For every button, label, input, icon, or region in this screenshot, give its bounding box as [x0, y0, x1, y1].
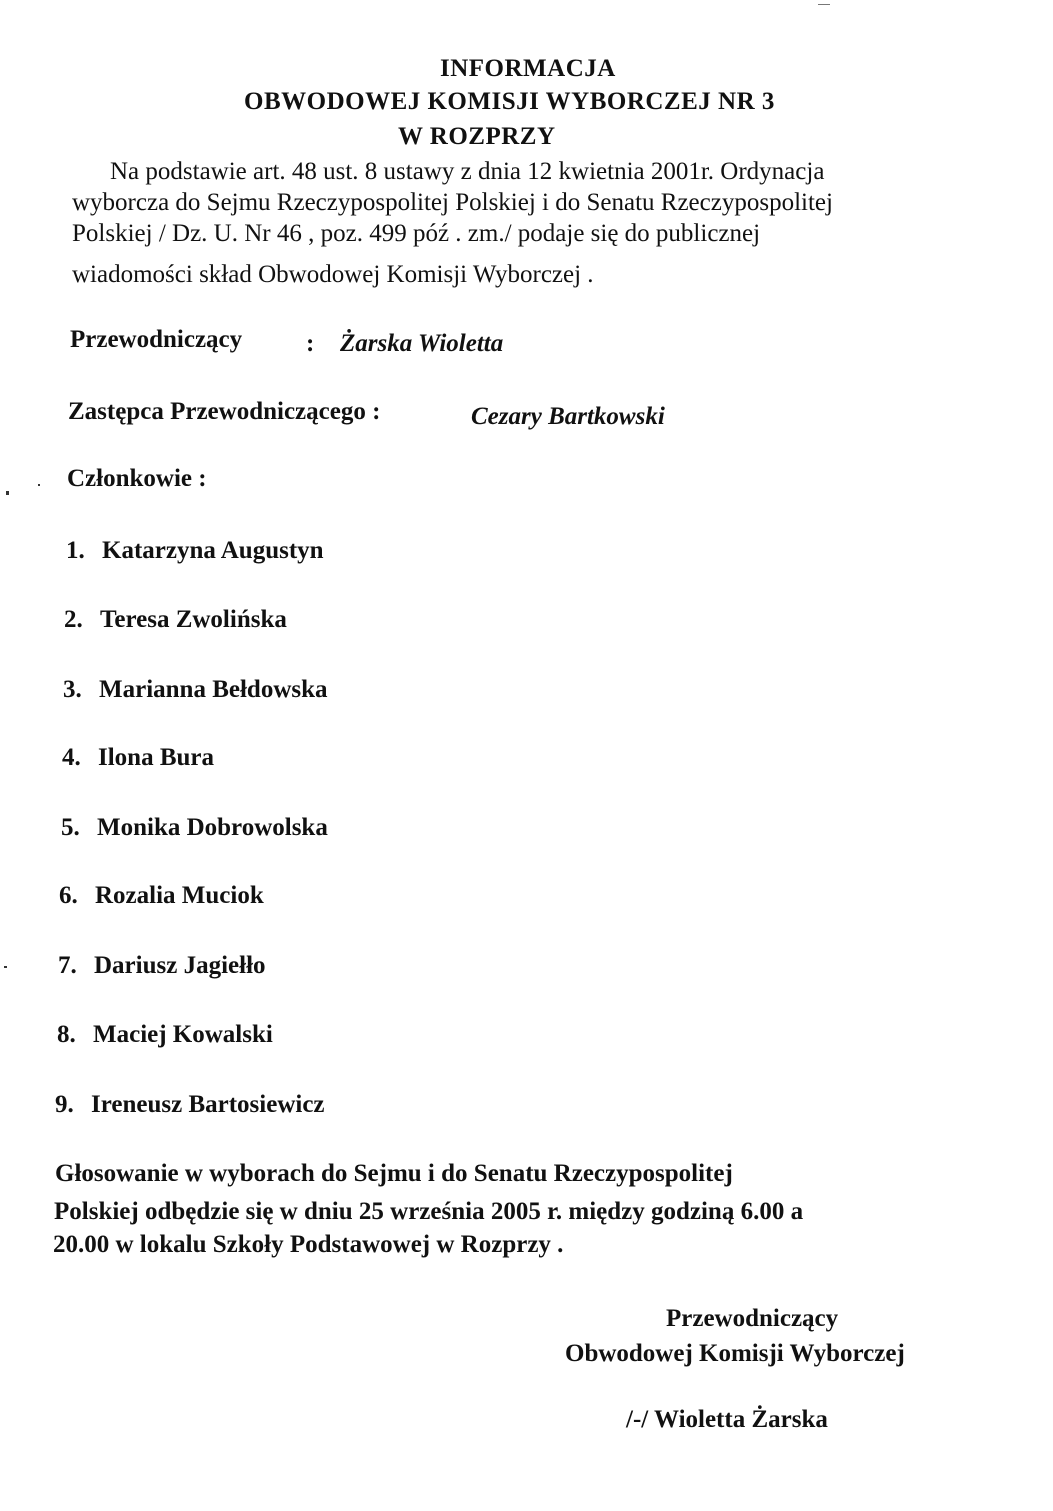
signature-signed: /-/ Wioletta Żarska	[626, 1406, 828, 1433]
list-item	[64, 606, 287, 634]
header-line-3: W ROZPRZY	[398, 123, 556, 150]
chair-separator: :	[306, 330, 315, 357]
list-item	[58, 952, 266, 980]
member-name: Rozalia Muciok	[95, 882, 264, 909]
member-number: 2.	[64, 606, 83, 633]
member-name: Dariusz Jagiełło	[94, 952, 266, 979]
members-label: Członkowie :	[67, 465, 207, 492]
list-item	[61, 814, 328, 842]
member-number: 1.	[66, 537, 85, 564]
member-number: 7.	[58, 952, 77, 979]
intro-line-2: wyborcza do Sejmu Rzeczypospolitej Polskiej i do Senatu Rzeczypospolitej	[72, 189, 833, 216]
deputy-label: Zastępca Przewodniczącego :	[68, 398, 381, 425]
member-name: Maciej Kowalski	[93, 1021, 273, 1048]
list-item	[55, 1091, 325, 1119]
scan-speck	[4, 966, 7, 968]
voting-line-3: 20.00 w lokalu Szkoły Podstawowej w Rozprzy .	[53, 1231, 564, 1258]
list-item	[62, 744, 214, 772]
voting-line-1: Głosowanie w wyborach do Sejmu i do Senatu Rzeczypospolitej	[55, 1160, 733, 1187]
scan-speck	[818, 4, 830, 5]
header-line-1: INFORMACJA	[440, 55, 616, 82]
signature-title-1: Przewodniczący	[666, 1305, 839, 1332]
signature-title-2: Obwodowej Komisji Wyborczej	[565, 1340, 905, 1367]
member-name: Katarzyna Augustyn	[102, 537, 324, 564]
intro-line-3: Polskiej / Dz. U. Nr 46 , poz. 499 póź . zm./ podaje się do publicznej	[72, 220, 761, 247]
member-number: 3.	[63, 676, 82, 703]
list-item	[59, 882, 264, 910]
header-line-2: OBWODOWEJ KOMISJI WYBORCZEJ NR 3	[244, 88, 775, 115]
list-item	[63, 676, 328, 704]
member-name: Ireneusz Bartosiewicz	[91, 1091, 325, 1118]
list-item	[57, 1021, 273, 1049]
deputy-name: Cezary Bartkowski	[471, 403, 665, 430]
member-name: Marianna Bełdowska	[99, 676, 328, 703]
member-name: Teresa Zwolińska	[100, 606, 287, 633]
intro-line-4: wiadomości skład Obwodowej Komisji Wyborczej .	[72, 261, 594, 288]
member-number: 6.	[59, 882, 78, 909]
member-number: 4.	[62, 744, 81, 771]
member-number: 5.	[61, 814, 80, 841]
member-number: 8.	[57, 1021, 76, 1048]
chair-name: Żarska Wioletta	[340, 330, 504, 357]
intro-line-1: Na podstawie art. 48 ust. 8 ustawy z dnia 12 kwietnia 2001r. Ordynacja	[110, 158, 825, 185]
list-item	[66, 537, 324, 565]
member-name: Ilona Bura	[98, 744, 215, 771]
member-name: Monika Dobrowolska	[97, 814, 328, 841]
scan-speck	[38, 484, 40, 486]
chair-label: Przewodniczący	[70, 326, 243, 353]
voting-line-2: Polskiej odbędzie się w dniu 25 września 2005 r. między godziną 6.00 a	[54, 1198, 804, 1225]
member-number: 9.	[55, 1091, 74, 1118]
scan-speck	[6, 491, 9, 495]
